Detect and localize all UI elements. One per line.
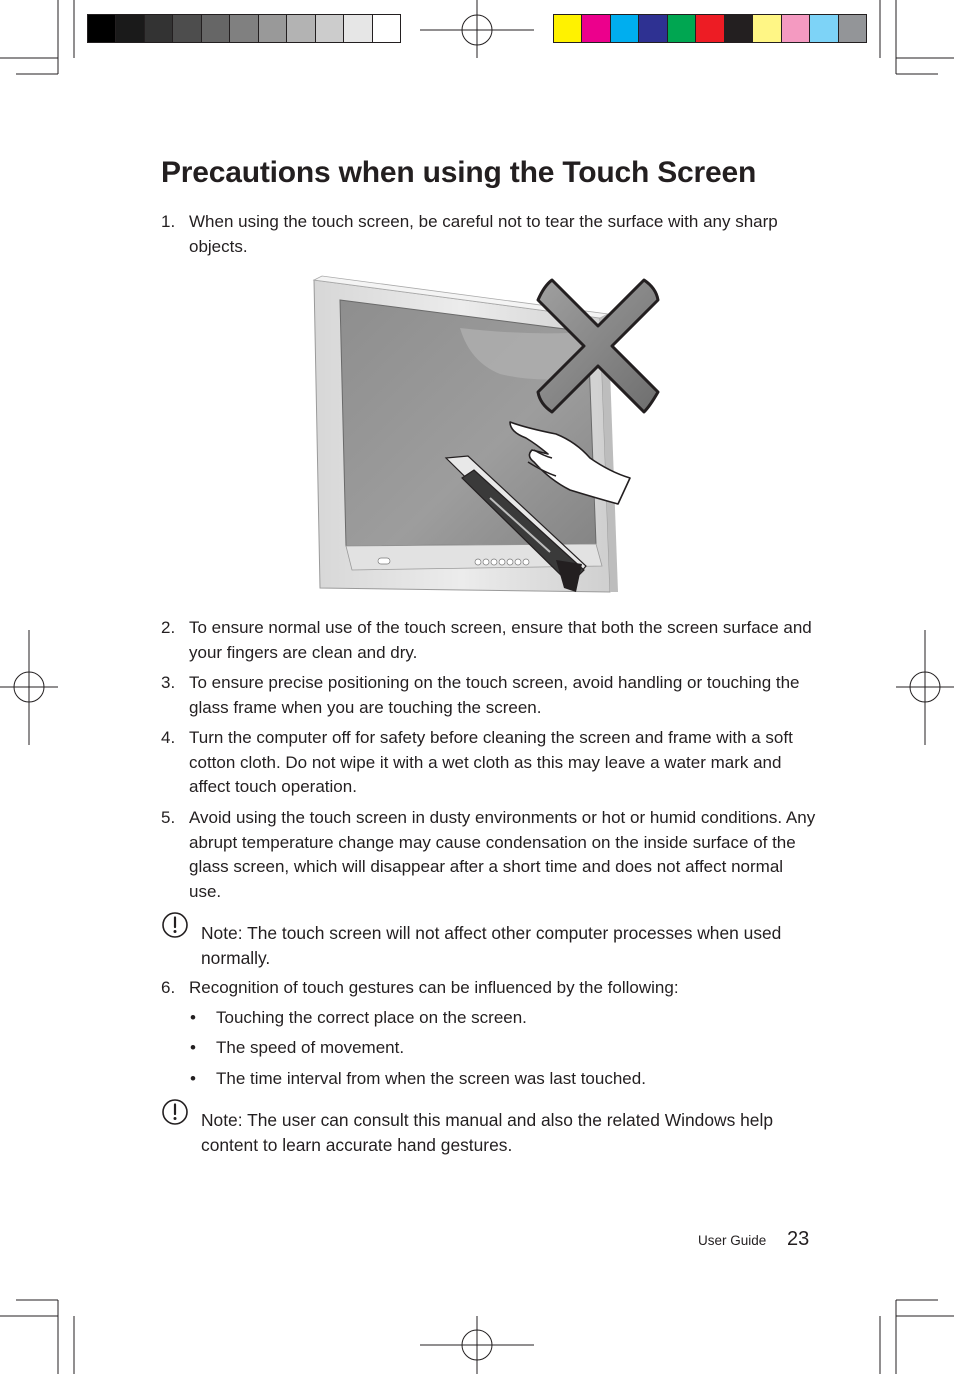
item-number: 6. bbox=[161, 978, 176, 997]
bullet-item bbox=[190, 1067, 796, 1092]
item-number: 5. bbox=[161, 808, 176, 827]
bullet-dot: • bbox=[190, 1069, 196, 1088]
grayscale-color-bar bbox=[87, 14, 401, 43]
color-swatch bbox=[753, 15, 781, 42]
item-text: Recognition of touch gestures can be influenced by the following: bbox=[189, 978, 679, 997]
bullet-text: The time interval from when the screen was last touched. bbox=[216, 1069, 646, 1088]
color-swatch bbox=[611, 15, 639, 42]
color-swatch bbox=[782, 15, 810, 42]
note-label: Note: bbox=[201, 923, 243, 943]
item-number: 1. bbox=[161, 212, 176, 231]
bullet-text: Touching the correct place on the screen. bbox=[216, 1008, 527, 1027]
color-swatch bbox=[839, 15, 866, 42]
color-swatch bbox=[145, 15, 173, 42]
color-swatch bbox=[373, 15, 400, 42]
color-swatch bbox=[639, 15, 667, 42]
color-swatch bbox=[344, 15, 372, 42]
list-item bbox=[161, 806, 816, 904]
exclamation-circle-icon bbox=[161, 1098, 189, 1126]
note-block bbox=[161, 921, 816, 970]
color-swatch bbox=[696, 15, 724, 42]
color-swatch bbox=[259, 15, 287, 42]
footer-label: User Guide bbox=[698, 1233, 767, 1248]
bullet-item bbox=[190, 1006, 796, 1031]
color-swatch bbox=[173, 15, 201, 42]
color-swatch bbox=[316, 15, 344, 42]
item-number: 4. bbox=[161, 728, 176, 747]
color-swatch bbox=[88, 15, 116, 42]
touch-screen-illustration bbox=[300, 266, 660, 600]
note-text: The user can consult this manual and also the related Windows help content to learn accurate hand gestures. bbox=[201, 1110, 773, 1155]
bullet-text: The speed of movement. bbox=[216, 1038, 405, 1057]
list-item bbox=[161, 616, 816, 665]
exclamation-circle-icon bbox=[161, 911, 189, 939]
list-item bbox=[161, 671, 816, 720]
item-text: When using the touch screen, be careful not to tear the surface with any sharp objects. bbox=[189, 212, 778, 256]
color-swatch bbox=[668, 15, 696, 42]
page-number: 23 bbox=[787, 1228, 810, 1250]
bullet-item bbox=[190, 1036, 796, 1061]
page-title: Precautions when using the Touch Screen bbox=[161, 156, 757, 189]
note-label: Note: bbox=[201, 1110, 243, 1130]
color-swatch bbox=[116, 15, 144, 42]
color-swatch bbox=[202, 15, 230, 42]
item-text: Avoid using the touch screen in dusty environments or hot or humid conditions. Any abrupt temperature change may cause condensation on the inside surface of the glass screen, which will disappear after a short time and does not affect normal use. bbox=[189, 808, 816, 901]
color-swatch bbox=[582, 15, 610, 42]
item-text: To ensure precise positioning on the touch screen, avoid handling or touching the glass frame when you are touching the screen. bbox=[189, 673, 800, 717]
item-number: 3. bbox=[161, 673, 176, 692]
color-swatch bbox=[287, 15, 315, 42]
list-item bbox=[161, 210, 816, 259]
note-text: The touch screen will not affect other computer processes when used normally. bbox=[201, 923, 782, 968]
list-item bbox=[161, 726, 816, 800]
note-block bbox=[161, 1108, 816, 1157]
list-item bbox=[161, 976, 816, 1001]
color-swatch bbox=[810, 15, 838, 42]
item-text: To ensure normal use of the touch screen, ensure that both the screen surface and your fingers are clean and dry. bbox=[189, 618, 812, 662]
color-swatch bbox=[230, 15, 258, 42]
item-text: Turn the computer off for safety before cleaning the screen and frame with a soft cotton cloth. Do not wipe it with a wet cloth as this may leave a water mark and affect touch operation. bbox=[189, 728, 793, 797]
color-swatch bbox=[554, 15, 582, 42]
color-swatch bbox=[725, 15, 753, 42]
process-color-bar bbox=[553, 14, 867, 43]
bullet-dot: • bbox=[190, 1008, 196, 1027]
item-number: 2. bbox=[161, 618, 176, 637]
bullet-dot: • bbox=[190, 1038, 196, 1057]
